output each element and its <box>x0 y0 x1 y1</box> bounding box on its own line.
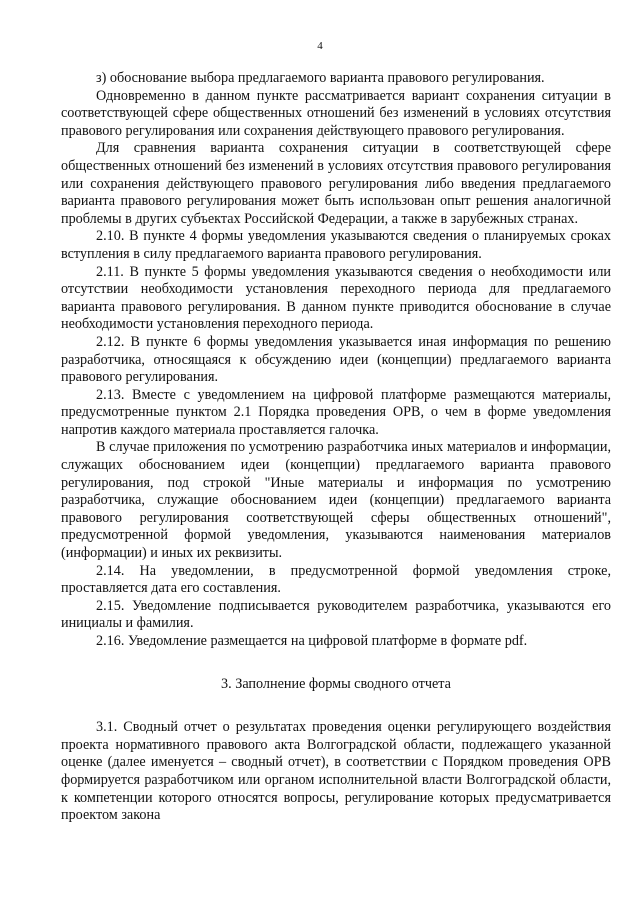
paragraph-3-1: 3.1. Сводный отчет о результатах проведения оценки регулирующего воздействия проекта нормативного правового акта Волгоградской области, подлежащего указанной оценке (далее именуется – сводный отчет), в соответствии с Порядком проведения ОРВ формируется разработчиком или органом исполнительной власти Волгоградской области, к компетенции которого относятся вопросы, регулирование которых предусматривается проектом закона <box>61 719 611 824</box>
paragraph-other-materials: В случае приложения по усмотрению разработчика иных материалов и информации, служащих обоснованием идеи (концепции) предлагаемого варианта правового регулирования, под строкой "Иные материалы и информация по усмотрению разработчика, служащие обоснованием идеи (концепции) предлагаемого варианта правового регулирования соответствующей сферы общественных отношений", предусмотренной формой уведомления, указываются наименования материалов (информации) и иных их реквизиты. <box>61 439 611 562</box>
paragraph-2-14: 2.14. На уведомлении, в предусмотренной формой уведомления строке, проставляется дата его составления. <box>61 562 611 597</box>
paragraph-2-11: 2.11. В пункте 5 формы уведомления указываются сведения о необходимости или отсутствии необходимости установления переходного периода для предлагаемого варианта правового регулирования. В данном пункте приводится обоснование в случае необходимости установления переходного периода. <box>61 263 611 333</box>
paragraph-status-quo-option: Одновременно в данном пункте рассматривается вариант сохранения ситуации в соответствующей сфере общественных отношений без изменений в условиях отсутствия правового регулирования или сохранения действующего правового регулирования. <box>61 87 611 139</box>
document-body <box>61 70 611 825</box>
paragraph-2-15: 2.15. Уведомление подписывается руководителем разработчика, указываются его инициалы и фамилия. <box>61 597 611 632</box>
paragraph-2-10: 2.10. В пункте 4 формы уведомления указываются сведения о планируемых сроках вступления в силу предлагаемого варианта правового регулирования. <box>61 228 611 262</box>
page-number: 4 <box>317 40 323 52</box>
paragraph-2-12: 2.12. В пункте 6 формы уведомления указывается иная информация по решению разработчика, относящаяся к обсуждению идеи (концепции) предлагаемого варианта правового регулирования. <box>61 333 611 386</box>
paragraph-2-16: 2.16. Уведомление размещается на цифровой платформе в формате pdf. <box>96 633 528 649</box>
spacer <box>61 693 611 719</box>
paragraph-2-13: 2.13. Вместе с уведомлением на цифровой платформе размещаются материалы, предусмотренные пунктом 2.1 Порядка проведения ОРВ, о чем в форме уведомления напротив каждого материала проставляется галочка. <box>61 386 611 438</box>
spacer <box>61 651 611 676</box>
paragraph-comparison: Для сравнения варианта сохранения ситуации в соответствующей сфере общественных отношений без изменений в условиях отсутствия правового регулирования или сохранения действующего правового регулирования либо введения предлагаемого варианта правового регулирования может быть использован опыт решения аналогичной проблемы в других субъектах Российской Федерации, а также в зарубежных странах. <box>61 140 611 227</box>
paragraph-item-z: з) обоснование выбора предлагаемого варианта правового регулирования. <box>96 70 545 86</box>
section-heading: 3. Заполнение формы сводного отчета <box>221 675 451 692</box>
